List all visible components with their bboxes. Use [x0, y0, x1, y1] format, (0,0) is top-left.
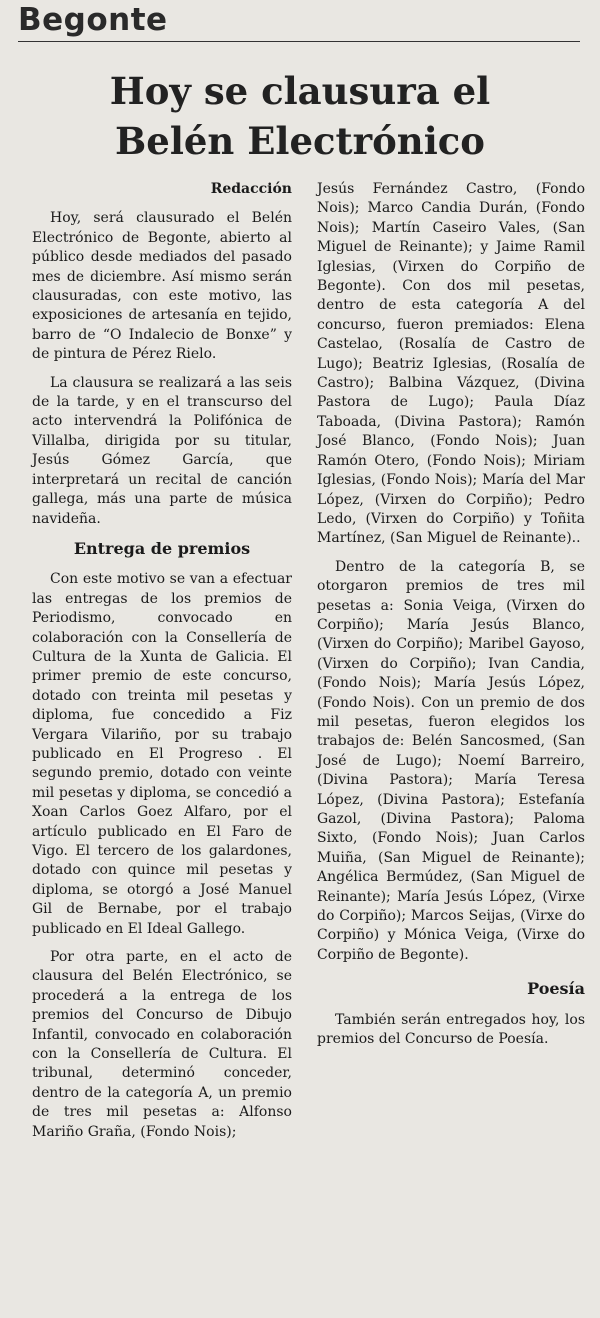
article-column-left — [32, 180, 292, 1151]
section-title: Begonte — [18, 2, 168, 38]
paragraph: Jesús Fernández Castro, (Fondo Nois); Marco Candia Durán, (Fondo Nois); Martín Caseiro Vales, (San Miguel de Reinante); y Jaime Ramil Iglesias, (Virxen do Corpiño de Begonte). Con dos mil pesetas, dentro de esta categoría A del concurso, fueron premiados: Elena Castelao, (Rosalía de Castro de Lugo); Beatriz Iglesias, (Rosalía de Castro); Balbina Vázquez, (Divina Pastora de Lugo); Paula Díaz Taboada, (Divina Pastora); Ramón José Blanco, (Fondo Nois); Juan Ramón Otero, (Fondo Nois); Miriam Iglesias, (Fondo Nois); María del Mar López, (Virxen do Corpiño); Pedro Ledo, (Virxen do Corpiño) y Toñita Martínez, (San Miguel de Reinante).. — [317, 181, 585, 547]
headline-line-2: Belén Electrónico — [115, 119, 485, 163]
paragraph: Con este motivo se van a efectuar las entregas de los premios de Periodismo, convocado en colaboración con la Consellería de Cultura de la Xunta de Galicia. El primer premio de este concurso, dotado con treinta mil pesetas y diploma, fue concedido a Fiz Vergara Vilariño, por su trabajo publicado en El Progreso . El segundo premio, dotado con veinte mil pesetas y diploma, se concedió a Xoan Carlos Goez Alfaro, por el artículo publicado en El Faro de Vigo. El tercero de los galardones, dotado con quince mil pesetas y diploma, se otorgó a José Manuel Gil de Bernabe, por el trabajo publicado en El Ideal Gallego. — [32, 571, 292, 937]
paragraph: Hoy, será clausurado el Belén Electrónico de Begonte, abierto al público desde mediados del pasado mes de diciembre. Así mismo serán clausuradas, con este motivo, las exposiciones de artesanía en tejido, barro de “O Indalecio de Bonxe” y de pintura de Pérez Rielo. — [32, 210, 292, 363]
paragraph: También serán entregados hoy, los premios del Concurso de Poesía. — [317, 1011, 585, 1048]
byline: Redacción — [210, 181, 292, 197]
paragraph: Dentro de la categoría B, se otorgaron premios de tres mil pesetas a: Sonia Veiga, (Virxen do Corpiño); María Jesús Blanco, (Virxen do Corpiño); Maribel Gayoso, (Virxen do Corpiño); Ivan Candia, (Fondo Nois); María Jesús López, (Fondo Nois). Con un premio de dos mil pesetas, fueron elegidos los trabajos de: Belén Sancosmed, (San José de Lugo); Noemí Barreiro, (Divina Pastora); María Teresa López, (Divina Pastora); Estefanía Gazol, (Divina Pastora); Paloma Sixto, (Fondo Nois); Juan Carlos Muiña, (San Miguel de Reinante); Angélica Bermúdez, (San Miguel de Reinante); María Jesús López, (Virxe do Corpiño); Marcos Seijas, (Virxe do Corpiño) y Mónica Veiga, (Virxe do Corpiño de Begonte). — [317, 558, 585, 963]
headline — [0, 66, 600, 166]
paragraph: Por otra parte, en el acto de clausura del Belén Electrónico, se procederá a la entrega de los premios del Concurso de Dibujo Infantil, convocado en colaboración con la Consellería de Cultura. El tribunal, determinó conceder, dentro de la categoría A, un premio de tres mil pesetas a: Alfonso Mariño Graña, (Fondo Nois); — [32, 949, 292, 1140]
subhead-poesia: Poesía — [527, 979, 585, 999]
article-column-right — [317, 180, 585, 1058]
headline-line-1: Hoy se clausura el — [109, 69, 491, 113]
subhead-entrega-premios: Entrega de premios — [73, 538, 251, 558]
paragraph: La clausura se realizará a las seis de la tarde, y en el transcurso del acto intervendrá la Polifónica de Villalba, dirigida por su titular, Jesús Gómez García, que interpretará un recital de canción gallega, más una parte de música navideña. — [32, 374, 292, 527]
section-divider — [18, 41, 580, 42]
